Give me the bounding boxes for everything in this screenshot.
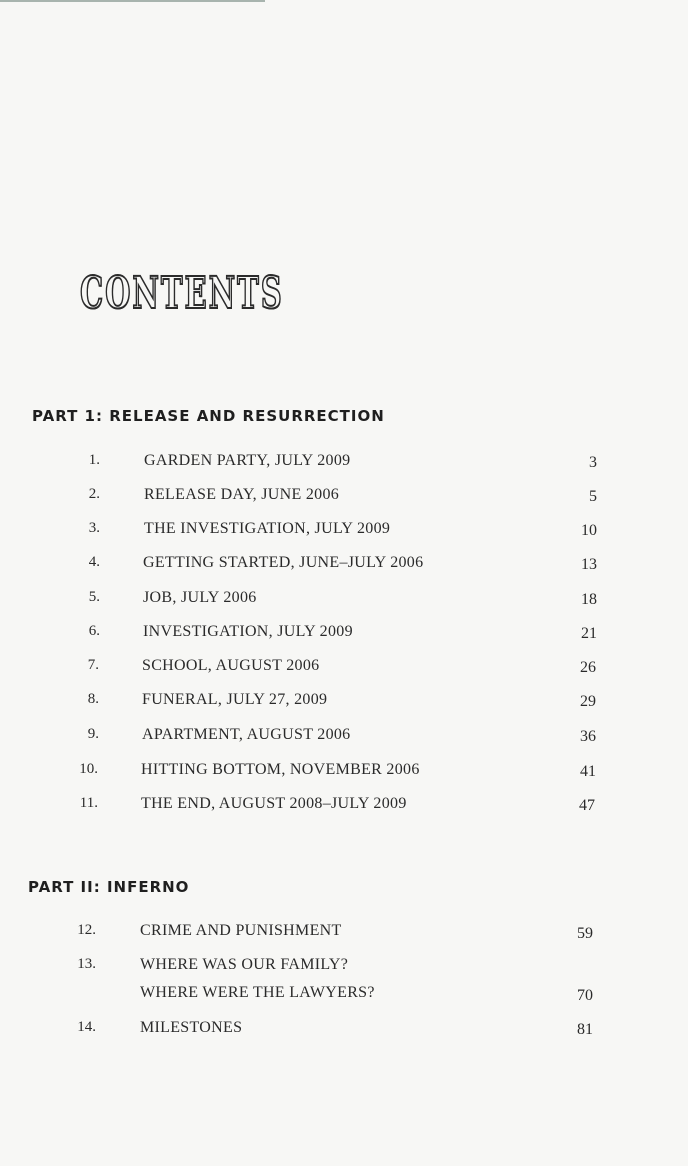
- toc-entry: [0, 1019, 688, 1043]
- toc-entry: [0, 691, 688, 715]
- toc-entry: [0, 486, 688, 510]
- chapter-number: 10.: [79, 761, 98, 777]
- chapter-number: 6.: [88, 623, 100, 639]
- chapter-title: FUNERAL, JULY 27, 2009: [142, 691, 328, 708]
- chapter-number: 3.: [88, 520, 100, 536]
- chapter-title: GARDEN PARTY, JULY 2009: [144, 452, 351, 469]
- page-number: 26: [580, 659, 596, 676]
- toc-entry: [0, 554, 688, 578]
- page-number: 36: [580, 728, 596, 745]
- toc-entry: [0, 520, 688, 544]
- toc-entry: [0, 623, 688, 647]
- page-number: 10: [581, 522, 597, 539]
- toc-entry: [0, 795, 688, 819]
- chapter-title: SCHOOL, AUGUST 2006: [142, 657, 320, 674]
- page-number: 13: [581, 556, 597, 573]
- chapter-number: 2.: [88, 486, 100, 502]
- toc-entry: [0, 589, 688, 613]
- chapter-number: 9.: [87, 726, 99, 742]
- chapter-number: 4.: [88, 554, 100, 570]
- part-1-heading: PART 1: RELEASE AND RESURRECTION: [32, 407, 385, 425]
- chapter-number: 8.: [87, 691, 99, 707]
- chapter-number: 13.: [77, 956, 96, 972]
- chapter-title-line-2: WHERE WERE THE LAWYERS?: [140, 984, 375, 1001]
- page-number: 59: [577, 925, 593, 942]
- page-number: 70: [577, 987, 593, 1004]
- page-number: 18: [581, 591, 597, 608]
- chapter-title: JOB, JULY 2006: [143, 589, 257, 606]
- toc-entry: [0, 657, 688, 681]
- chapter-title: APARTMENT, AUGUST 2006: [142, 726, 351, 743]
- toc-entry: [0, 452, 688, 476]
- chapter-title: GETTING STARTED, JUNE–JULY 2006: [143, 554, 424, 571]
- page-number: 5: [589, 488, 597, 505]
- page-number: 47: [579, 797, 595, 814]
- chapter-number: 1.: [88, 452, 100, 468]
- chapter-number: 12.: [77, 922, 96, 938]
- toc-entry: [0, 956, 688, 1008]
- page-number: 3: [589, 454, 597, 471]
- chapter-title: MILESTONES: [140, 1019, 243, 1036]
- chapter-title: THE END, AUGUST 2008–JULY 2009: [141, 795, 407, 812]
- chapter-title: HITTING BOTTOM, NOVEMBER 2006: [141, 761, 420, 778]
- chapter-number: 11.: [79, 795, 98, 811]
- chapter-title: THE INVESTIGATION, JULY 2009: [144, 520, 391, 537]
- chapter-title: RELEASE DAY, JUNE 2006: [144, 486, 340, 503]
- chapter-number: 5.: [88, 589, 100, 605]
- chapter-title: WHERE WAS OUR FAMILY?: [140, 956, 349, 973]
- chapter-number: 14.: [77, 1019, 96, 1035]
- page-number: 29: [580, 693, 596, 710]
- page-number: 41: [580, 763, 596, 780]
- page-number: 81: [577, 1021, 593, 1038]
- top-edge-rule: [0, 0, 265, 2]
- page-title: CONTENTS: [80, 268, 284, 319]
- part-2-heading: PART II: INFERNO: [28, 878, 190, 896]
- chapter-title: INVESTIGATION, JULY 2009: [143, 623, 353, 640]
- chapter-number: 7.: [87, 657, 99, 673]
- toc-entry: [0, 726, 688, 750]
- chapter-title: CRIME AND PUNISHMENT: [140, 922, 342, 939]
- toc-entry: [0, 761, 688, 785]
- toc-entry: [0, 922, 688, 946]
- page-number: 21: [581, 625, 597, 642]
